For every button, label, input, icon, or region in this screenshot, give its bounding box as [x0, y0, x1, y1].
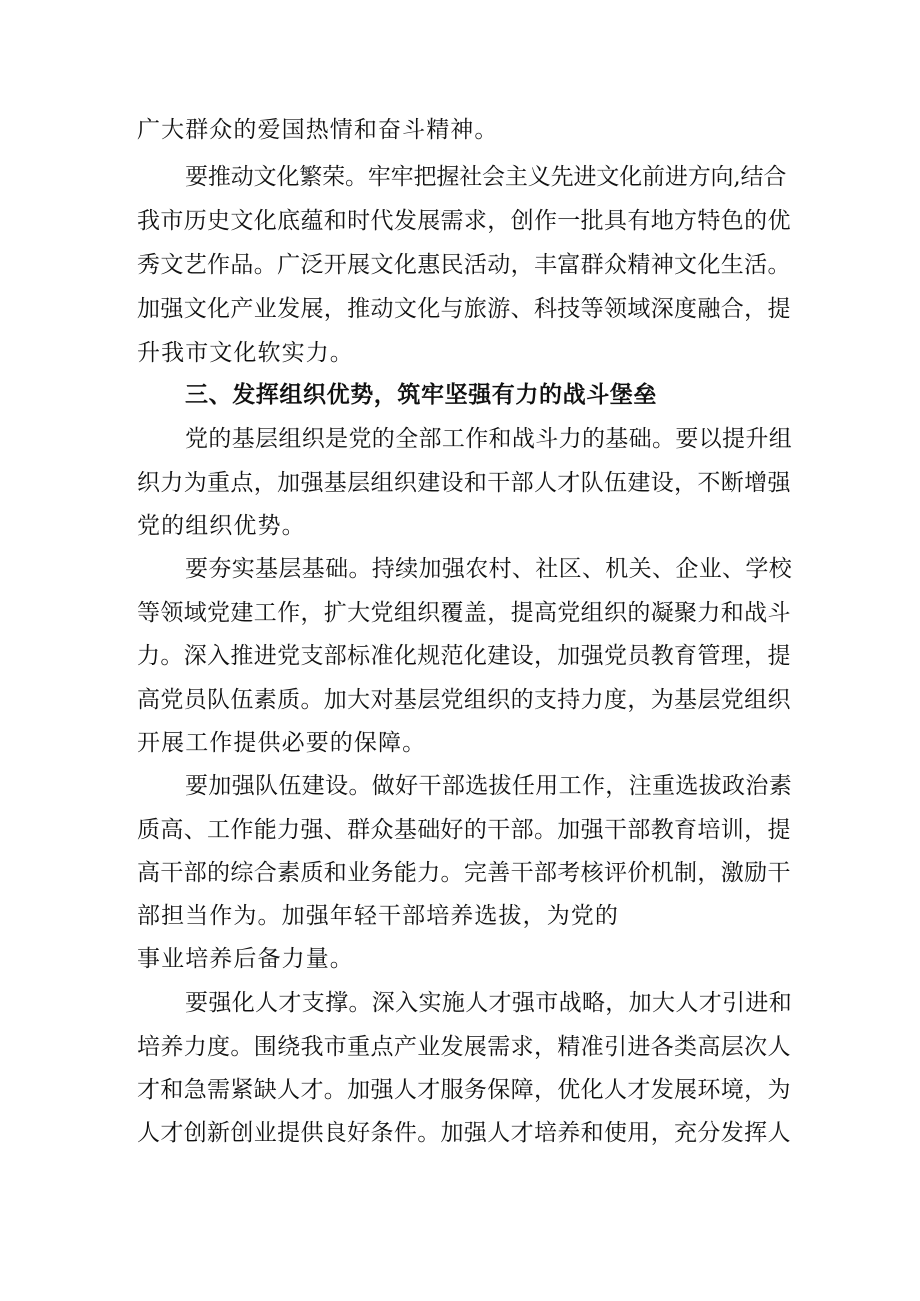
- text-line: 升我市文化软实力。: [137, 340, 354, 366]
- text-line: 我市历史文化底蕴和时代发展需求，创作一批具有地方特色的优: [137, 208, 791, 234]
- section-heading: 三、发挥组织优势，筑牢坚强有力的战斗堡垒: [185, 382, 657, 408]
- paragraph-first-line: 要推动文化繁荣。牢牢把握社会主义先进文化前进方向,结合: [185, 164, 787, 190]
- text-line: 广大群众的爱国热情和奋斗精神。: [137, 117, 499, 143]
- paragraph-first-line: 要加强队伍建设。做好干部选拔任用工作，注重选拔政治素: [185, 773, 793, 799]
- text-line: 织力为重点，加强基层组织建设和干部人才队伍建设，不断增强: [137, 470, 791, 496]
- text-line: 等领域党建工作，扩大党组织覆盖，提高党组织的凝聚力和战斗: [137, 600, 791, 626]
- text-line: 秀文艺作品。广泛开展文化惠民活动，丰富群众精神文化生活。: [137, 252, 791, 278]
- text-line: 加强文化产业发展，推动文化与旅游、科技等领域深度融合，提: [137, 296, 791, 322]
- text-line: 才和急需紧缺人才。加强人才服务保障，优化人才发展环境，为: [137, 1077, 791, 1103]
- text-line: 培养力度。围绕我市重点产业发展需求，精准引进各类高层次人: [137, 1034, 791, 1060]
- text-line: 高党员队伍素质。加大对基层党组织的支持力度，为基层党组织: [137, 687, 791, 713]
- text-line: 开展工作提供必要的保障。: [137, 730, 427, 756]
- text-line: 质高、工作能力强、群众基础好的干部。加强干部教育培训，提: [137, 817, 791, 843]
- text-line: 高干部的综合素质和业务能力。完善干部考核评价机制，激励干: [137, 860, 791, 886]
- text-line: 人才创新创业提供良好条件。加强人才培养和使用，充分发挥人: [137, 1120, 791, 1146]
- text-line: 力。深入推进党支部标准化规范化建设，加强党员教育管理，提: [137, 643, 791, 669]
- paragraph-first-line: 要强化人才支撑。深入实施人才强市战略，加大人才引进和: [185, 990, 793, 1016]
- paragraph-first-line: 党的基层组织是党的全部工作和战斗力的基础。要以提升组: [185, 426, 793, 452]
- paragraph-first-line: 要夯实基层基础。持续加强农村、社区、机关、企业、学校: [185, 556, 793, 582]
- text-line: 部担当作为。加强年轻干部培养选拔，为党的: [137, 903, 619, 929]
- text-line: 党的组织优势。: [137, 513, 306, 539]
- text-line: 事业培养后备力量。: [137, 946, 354, 972]
